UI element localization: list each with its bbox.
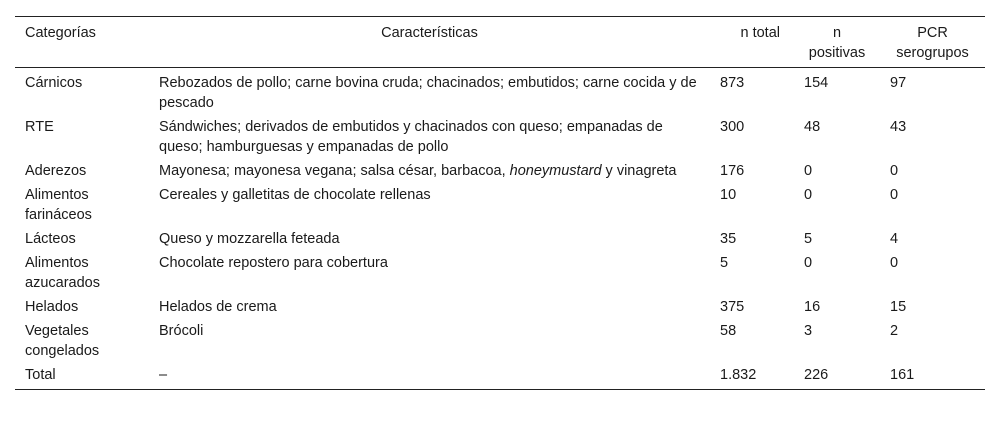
header-categorias: Categorías [25,25,96,41]
cell-n-total: 1.832 [720,367,757,383]
cell-pcr: 0 [890,255,899,271]
table-header [15,17,985,68]
cell-caracteristicas: Sándwiches; derivados de embutidos y chacinados con queso; empanadas de queso; hamburguesas y empanadas de pollo [159,119,663,155]
cell-n-total: 5 [720,255,729,271]
cell-categoria: Alimentos farináceos [25,187,92,223]
cell-n-positivas: 0 [804,163,813,179]
cell-n-total: 35 [720,231,737,247]
cell-n-total: 375 [720,299,745,315]
table-row [15,251,985,295]
cell-n-positivas: 0 [804,187,813,203]
table-row [15,319,985,363]
cell-categoria: Helados [25,299,79,315]
cell-pcr: 15 [890,299,907,315]
header-n-total: n total [740,25,780,41]
cell-n-positivas: 0 [804,255,813,271]
data-table [15,16,985,390]
cell-pcr: 43 [890,119,907,135]
cell-n-total: 873 [720,75,745,91]
data-table-container [15,16,985,390]
table-row [15,159,985,183]
table-row [15,183,985,227]
header-n-positivas: n positivas [808,25,866,61]
header-row [15,17,985,68]
cell-pcr: 2 [890,323,899,339]
cell-caracteristicas: – [159,367,168,383]
cell-caracteristicas: Chocolate repostero para cobertura [159,255,388,271]
cell-n-total: 58 [720,323,737,339]
cell-categoria: Vegetales congelados [25,323,100,359]
cell-caracteristicas [149,159,710,183]
cell-caracteristicas: Cereales y galletitas de chocolate rellenas [159,187,431,203]
table-row [15,295,985,319]
cell-categoria: Aderezos [25,163,87,179]
cell-n-positivas: 3 [804,323,813,339]
header-caracteristicas: Características [381,25,478,41]
cell-pcr: 0 [890,187,899,203]
caracteristicas-text: y vinagreta [601,163,677,179]
cell-pcr: 161 [890,367,915,383]
cell-categoria: Cárnicos [25,75,83,91]
cell-n-total: 176 [720,163,745,179]
table-row [15,227,985,251]
header-pcr-serogrupos: PCR serogrupos [896,25,969,61]
cell-caracteristicas: Queso y mozzarella feteada [159,231,340,247]
cell-n-positivas: 5 [804,231,813,247]
cell-pcr: 0 [890,163,899,179]
cell-n-positivas: 226 [804,367,829,383]
caracteristicas-italic-text: honeymustard [509,163,602,179]
caracteristicas-text: Mayonesa; mayonesa vegana; salsa césar, barbacoa, [159,163,510,179]
cell-caracteristicas: Brócoli [159,323,204,339]
cell-n-positivas: 16 [804,299,821,315]
table-row [15,68,985,116]
cell-caracteristicas: Helados de crema [159,299,277,315]
cell-categoria: Total [25,367,56,383]
cell-pcr: 4 [890,231,899,247]
cell-caracteristicas: Rebozados de pollo; carne bovina cruda; chacinados; embutidos; carne cocida y de pescado [159,75,697,111]
table-row [15,115,985,159]
cell-n-total: 10 [720,187,737,203]
table-body [15,68,985,390]
total-row [15,363,985,390]
cell-n-total: 300 [720,119,745,135]
cell-pcr: 97 [890,75,907,91]
cell-n-positivas: 48 [804,119,821,135]
cell-n-positivas: 154 [804,75,829,91]
cell-categoria: Alimentos azucarados [25,255,100,291]
cell-categoria: RTE [25,119,54,135]
cell-categoria: Lácteos [25,231,76,247]
